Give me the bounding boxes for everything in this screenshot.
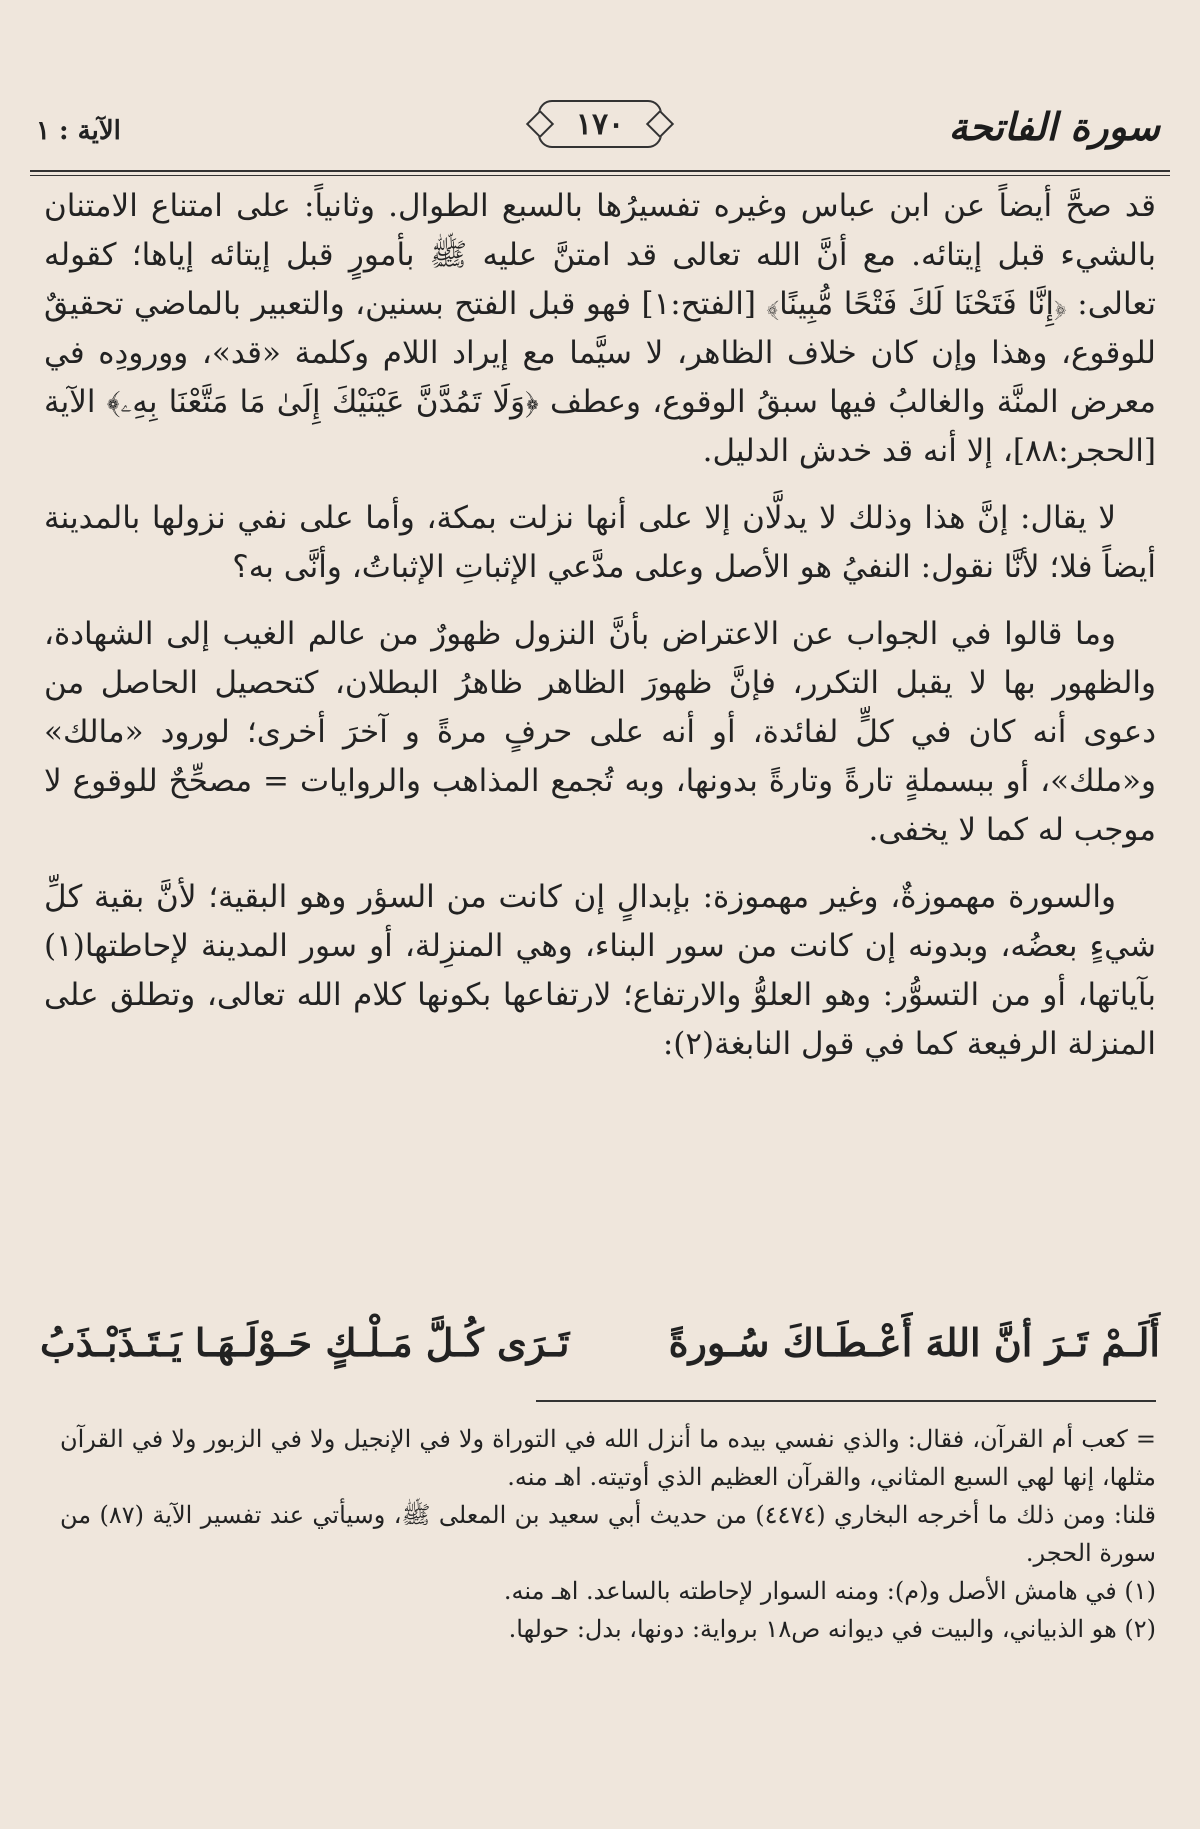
header-rule — [30, 170, 1170, 176]
paragraph: قد صحَّ أيضاً عن ابن عباس وغيره تفسيرُها بالسبع الطوال. وثانياً: على امتناع الامتنان بالشيء قبل إيتائه. مع أنَّ الله تعالى قد امتنَّ عليه ﷺ بأمورٍ قبل إيتائه إياها؛ كقوله تعالى: ﴿إِنَّا فَتَحْنَا لَكَ فَتْحًا مُّبِينًا﴾ [الفتح:١] فهو قبل الفتح بسنين، والتعبير بالماضي تحقيقٌ للوقوع، وهذا وإن كان خلاف الظاهر، لا سيَّما مع إيراد اللام وكلمة «قد»، وورودِه في معرض المنَّة والغالبُ فيها سبقُ الوقوع، وعطف ﴿وَلَا تَمُدَّنَّ عَيْنَيْكَ إِلَىٰ مَا مَتَّعْنَا بِهِۦ﴾ الآية [الحجر:٨٨]، إلا أنه قد خدش الدليل. — [44, 188, 1157, 469]
paragraph: والسورة مهموزةٌ، وغير مهموزة: بإبدالٍ إن كانت من السؤر وهو البقية؛ لأنَّ بقية كلِّ شيءٍ بعضُه، وبدونه إن كانت من سور البناء، وهي المنزِلة، أو سور المدينة لإحاطتها(١) بآياتها، أو من التسوُّر: وهو العلوُّ والارتفاع؛ لارتفاعها بكونها كلام الله تعالى، وتطلق على المنزلة الرفيعة كما في قول النابغة(٢): — [44, 879, 1156, 1062]
footnotes — [60, 1420, 1156, 1648]
footnote: (١) في هامش الأصل و(م): ومنه السوار لإحاطته بالساعد. اهـ منه. — [503, 1577, 1156, 1605]
poem-hemistich-second: تَـرَى كُـلَّ مَـلْـكٍ حَـوْلَـهَـا يَـتَـذَبْـذَبُ — [40, 1320, 570, 1365]
surah-title: سورة الفاتحة — [948, 104, 1160, 149]
poem-hemistich-first: أَلَـمْ تَـرَ أنَّ اللهَ أَعْـطَـاكَ سُـورةً — [668, 1320, 1160, 1365]
ayah-reference: الآية : ١ — [36, 116, 121, 146]
paragraph: لا يقال: إنَّ هذا وذلك لا يدلَّان إلا على أنها نزلت بمكة، وأما على نفي نزولها بالمدينة أيضاً فلا؛ لأنَّا نقول: النفيُ هو الأصل وعلى مدَّعي الإثباتِ الإثباتُ، وأنَّى به؟ — [44, 500, 1156, 585]
page-number-text: ١٧٠ — [575, 106, 625, 142]
page-number — [538, 100, 662, 148]
footnote: = كعب أم القرآن، فقال: والذي نفسي بيده ما أنزل الله في التوراة ولا في الإنجيل ولا في الزبور ولا في القرآن مثلها، إنها لهي السبع المثاني، والقرآن العظيم الذي أوتيته. اهـ منه. — [60, 1425, 1156, 1491]
footnote-rule — [536, 1400, 1156, 1402]
footnote: قلنا: ومن ذلك ما أخرجه البخاري (٤٤٧٤) من حديث أبي سعيد بن المعلى ﷺ، وسيأتي عند تفسير الآية (٨٧) من سورة الحجر. — [60, 1501, 1156, 1567]
paragraph: وما قالوا في الجواب عن الاعتراض بأنَّ النزول ظهورٌ من عالم الغيب إلى الشهادة، والظهور بها لا يقبل التكرر، فإنَّ ظهورَ الظاهر ظاهرُ البطلان، كتحصيل الحاصل من دعوى أنه كان في كلٍّ لفائدة، أو أنه على حرفٍ مرةً و آخرَ أخرى؛ لورود «مالك» و«ملك»، أو ببسملةٍ تارةً وتارةً بدونها، وبه تُجمع المذاهب والروايات = مصحِّحٌ للوقوع لا موجب له كما لا يخفى. — [44, 616, 1156, 848]
main-text — [44, 182, 1156, 1087]
poem-verse — [40, 1320, 1160, 1365]
footnote: (٢) هو الذبياني، والبيت في ديوانه ص١٨ برواية: دونها، بدل: حولها. — [508, 1615, 1156, 1643]
page-header — [30, 100, 1170, 160]
